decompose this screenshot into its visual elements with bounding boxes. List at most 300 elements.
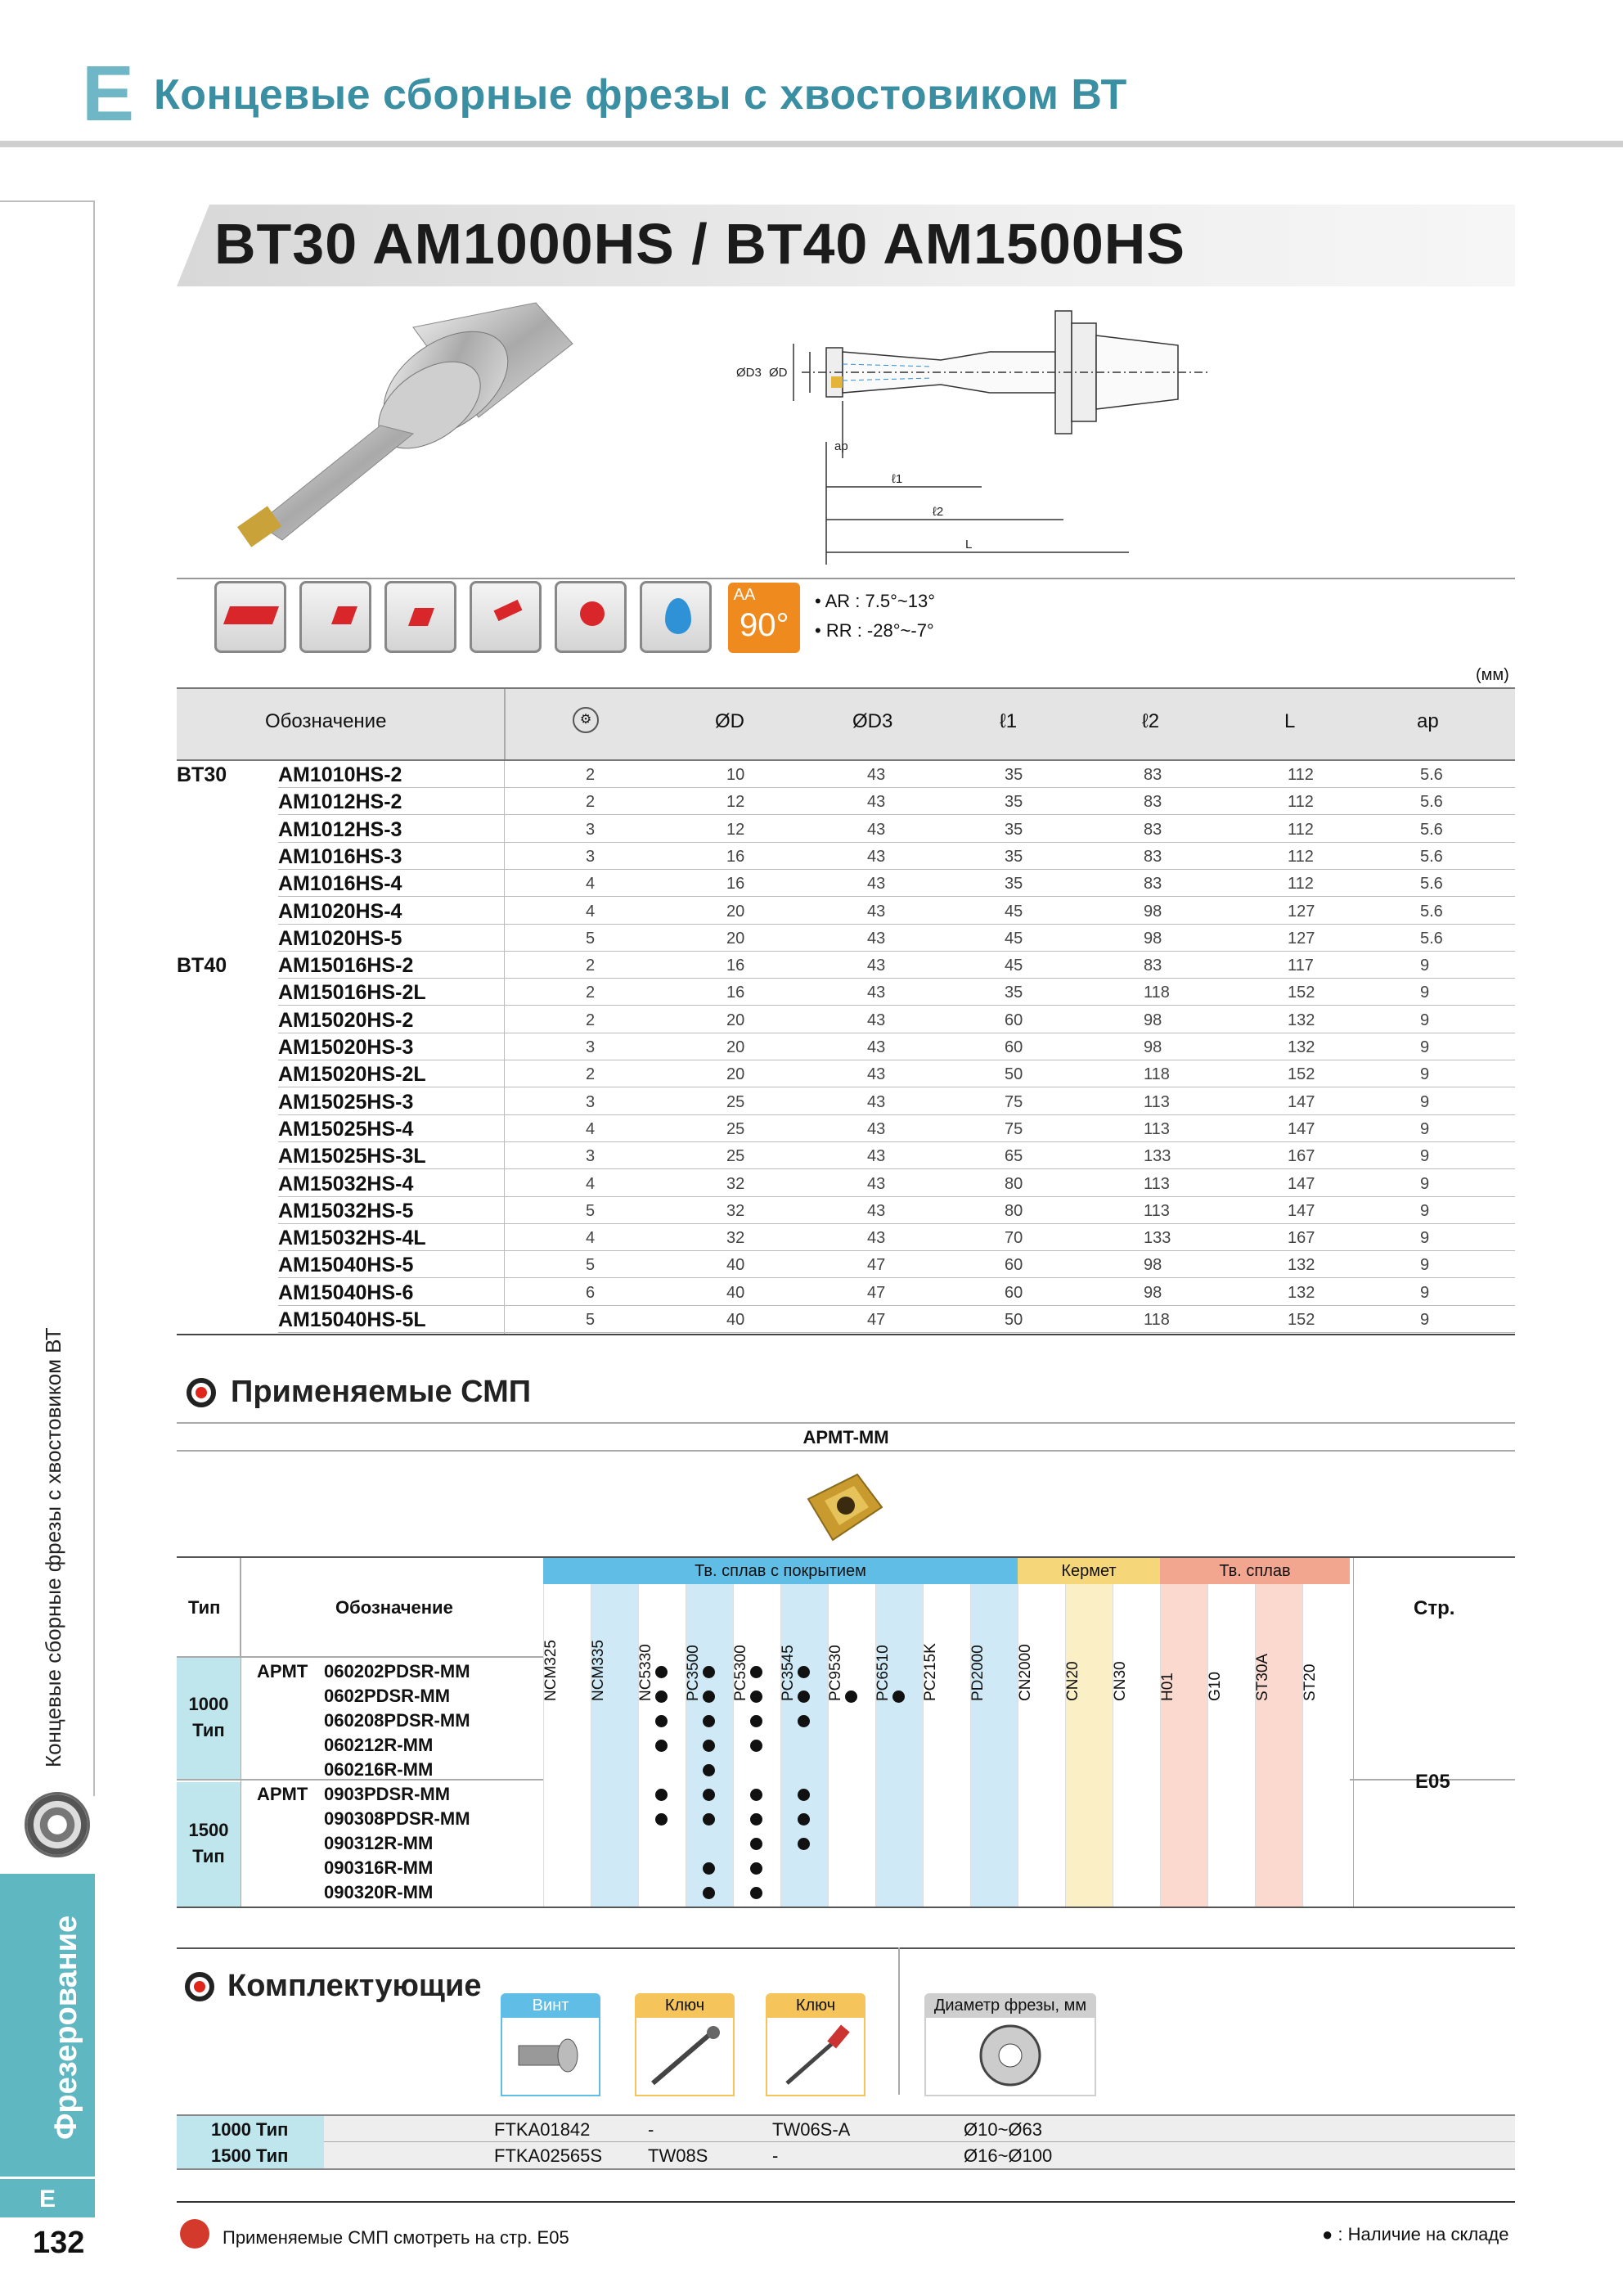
value-cell: 132 <box>1288 1011 1315 1029</box>
stock-dot <box>798 1666 810 1678</box>
value-cell: 98 <box>1144 1038 1162 1056</box>
value-cell: 83 <box>1144 875 1162 894</box>
value-cell: 3 <box>586 1038 596 1056</box>
grade-label: PC9530 <box>827 1645 844 1701</box>
stock-dot <box>845 1690 857 1703</box>
helical-milling-icon <box>555 581 627 653</box>
value-cell: 16 <box>726 847 745 866</box>
product-title: BT30 AM1000HS / BT40 AM1500HS <box>214 212 1186 276</box>
grade-column <box>1018 1584 1065 1907</box>
stock-dot <box>703 1887 715 1899</box>
sidebar-vertical-text: Концевые сборные фрезы с хвостовиком ВТ <box>41 1327 65 1767</box>
ramping-icon <box>470 581 542 653</box>
designation-cell: AM15020HS-2L <box>278 1063 426 1087</box>
value-cell: 132 <box>1288 1256 1315 1275</box>
dim-d3-label: ØD3 <box>736 366 762 380</box>
value-cell: 4 <box>586 1119 596 1138</box>
value-cell: 6 <box>586 1283 596 1302</box>
value-cell: 16 <box>726 875 745 894</box>
grade-column <box>828 1584 875 1907</box>
value-cell: 9 <box>1420 1147 1430 1166</box>
value-cell: 43 <box>867 1229 886 1248</box>
angle-label: AA <box>733 586 756 604</box>
value-cell: 127 <box>1288 902 1315 921</box>
shoulder-milling-icon <box>299 581 371 653</box>
value-cell: 5 <box>586 1256 596 1275</box>
value-cell: 47 <box>867 1283 886 1302</box>
designation-cell: AM1010HS-2 <box>278 763 402 786</box>
screw-part: FTKA02565S <box>494 2145 603 2166</box>
designation-cell: AM1020HS-4 <box>278 899 402 923</box>
divider <box>177 1947 1515 1949</box>
table-row <box>278 1115 1515 1142</box>
stock-dot <box>655 1715 668 1727</box>
value-cell: 5.6 <box>1420 929 1443 948</box>
stock-dot <box>655 1666 668 1678</box>
stock-dot <box>703 1789 715 1801</box>
type-block-1500 <box>177 1781 241 1907</box>
value-cell: 3 <box>586 1092 596 1111</box>
value-cell: 9 <box>1420 1119 1430 1138</box>
designation-cell: AM15040HS-6 <box>278 1281 414 1304</box>
designation-cell: AM15016HS-2 <box>278 954 414 978</box>
value-cell: 70 <box>1005 1229 1023 1248</box>
grade-label: NC5330 <box>637 1644 654 1701</box>
value-cell: 2 <box>586 793 596 812</box>
table-row <box>278 816 1515 843</box>
designation-cell: AM15032HS-4L <box>278 1227 426 1250</box>
section-letter: E <box>82 50 135 137</box>
dim-l1-label: ℓ1 <box>892 472 903 486</box>
page-number: 132 <box>33 2226 85 2260</box>
value-cell: 112 <box>1288 820 1314 839</box>
stock-dot <box>703 1666 715 1678</box>
value-cell: 9 <box>1420 957 1430 975</box>
grade-label: ST20 <box>1302 1663 1319 1701</box>
value-cell: 75 <box>1005 1119 1023 1138</box>
accessories-title: Комплектующие <box>227 1969 482 2003</box>
torx-key-icon <box>766 2018 865 2096</box>
value-cell: 98 <box>1144 1256 1162 1275</box>
key-icon <box>635 2018 735 2096</box>
type-number-label: 1000 <box>188 1694 229 1714</box>
value-cell: 32 <box>726 1174 745 1193</box>
column-separator <box>504 761 505 1334</box>
value-cell: 12 <box>726 793 745 812</box>
stock-dot <box>750 1666 762 1678</box>
insert-designation: 060208PDSR-MM <box>324 1710 470 1731</box>
value-cell: 43 <box>867 957 886 975</box>
value-cell: 43 <box>867 820 886 839</box>
sidebar-tab-label: Фрезерование <box>49 1915 83 2140</box>
grade-label: PC6510 <box>874 1645 892 1701</box>
stock-dot <box>750 1715 762 1727</box>
grade-column <box>1255 1584 1302 1907</box>
col-d: ØD <box>715 710 744 732</box>
value-cell: 35 <box>1005 984 1023 1002</box>
value-cell: 20 <box>726 1065 745 1084</box>
insert-designation: 060202PDSR-MM <box>324 1661 470 1681</box>
table-row <box>278 952 1515 979</box>
grade-column <box>1065 1584 1113 1907</box>
type-word-label: Тип <box>192 1846 225 1866</box>
value-cell: 147 <box>1288 1174 1315 1193</box>
value-cell: 47 <box>867 1311 886 1329</box>
value-cell: 133 <box>1144 1229 1171 1248</box>
grade-label: CN30 <box>1112 1661 1129 1701</box>
stock-dot <box>703 1862 715 1875</box>
table-row <box>278 870 1515 897</box>
stock-dot <box>750 1887 762 1899</box>
stock-dot <box>655 1813 668 1826</box>
value-cell: 10 <box>726 766 745 784</box>
accessory-header-screw: Винт <box>501 1993 600 2018</box>
value-cell: 20 <box>726 1038 745 1056</box>
screw-part: FTKA01842 <box>494 2119 591 2140</box>
key-part: - <box>772 2145 779 2166</box>
value-cell: 147 <box>1288 1119 1315 1138</box>
col-designation: Обозначение <box>265 710 387 732</box>
value-cell: 60 <box>1005 1011 1023 1029</box>
col-l1: ℓ1 <box>1000 710 1018 732</box>
divider <box>898 1947 900 2095</box>
type-number-label: 1500 <box>188 1820 229 1840</box>
value-cell: 9 <box>1420 984 1430 1002</box>
value-cell: 20 <box>726 902 745 921</box>
table-row <box>278 1170 1515 1197</box>
accessory-type: 1500 Тип <box>211 2145 289 2166</box>
designation-cell: AM15020HS-2 <box>278 1008 414 1032</box>
header-separator <box>504 689 506 759</box>
grade-group-header: Тв. сплав с покрытием <box>543 1558 1018 1584</box>
grade-label: CN20 <box>1064 1661 1081 1701</box>
divider <box>177 1450 1515 1452</box>
value-cell: 25 <box>726 1119 745 1138</box>
value-cell: 133 <box>1144 1147 1171 1166</box>
stock-dot <box>703 1813 715 1826</box>
grade-group-header: Кермет <box>1018 1558 1160 1584</box>
diameter-range: Ø10~Ø63 <box>964 2119 1043 2140</box>
value-cell: 5.6 <box>1420 847 1443 866</box>
value-cell: 43 <box>867 875 886 894</box>
value-cell: 3 <box>586 820 596 839</box>
designation-cell: AM15020HS-3 <box>278 1036 414 1059</box>
stock-dot <box>750 1789 762 1801</box>
table-row <box>278 1224 1515 1251</box>
header-rule <box>0 141 1623 147</box>
grade-label: G10 <box>1207 1672 1224 1701</box>
value-cell: 9 <box>1420 1065 1430 1084</box>
value-cell: 80 <box>1005 1174 1023 1193</box>
value-cell: 40 <box>726 1256 745 1275</box>
value-cell: 9 <box>1420 1011 1430 1029</box>
value-cell: 112 <box>1288 875 1314 894</box>
approach-angle-badge <box>728 583 800 653</box>
diameter-range: Ø16~Ø100 <box>964 2145 1053 2166</box>
type-word-label: Тип <box>192 1720 225 1740</box>
key-part: TW06S-A <box>772 2119 851 2140</box>
divider <box>177 578 1515 579</box>
value-cell: 40 <box>726 1283 745 1302</box>
value-cell: 3 <box>586 847 596 866</box>
grade-column <box>970 1584 1018 1907</box>
insert-type-label: APMT-MM <box>803 1427 889 1447</box>
type-block-1000 <box>177 1658 241 1781</box>
section-bullet-icon <box>187 1378 216 1407</box>
value-cell: 4 <box>586 902 596 921</box>
value-cell: 113 <box>1144 1201 1170 1220</box>
value-cell: 9 <box>1420 1256 1430 1275</box>
value-cell: 83 <box>1144 820 1162 839</box>
sidebar-section-letter: E <box>0 2177 95 2217</box>
value-cell: 2 <box>586 984 596 1002</box>
value-cell: 118 <box>1144 1065 1170 1084</box>
value-cell: 118 <box>1144 984 1170 1002</box>
value-cell: 118 <box>1144 1311 1170 1329</box>
table-row <box>278 1033 1515 1060</box>
value-cell: 35 <box>1005 820 1023 839</box>
stock-dot <box>703 1715 715 1727</box>
value-cell: 43 <box>867 902 886 921</box>
stock-dot <box>655 1740 668 1752</box>
stock-dot <box>750 1690 762 1703</box>
page-reference: E05 <box>1415 1771 1450 1793</box>
grade-label: NCM325 <box>542 1640 560 1701</box>
value-cell: 25 <box>726 1092 745 1111</box>
page-title: Концевые сборные фрезы с хвостовиком ВТ <box>154 71 1127 119</box>
insert-designation: 090308PDSR-MM <box>324 1808 470 1829</box>
value-cell: 98 <box>1144 929 1162 948</box>
value-cell: 20 <box>726 1011 745 1029</box>
value-cell: 113 <box>1144 1119 1170 1138</box>
value-cell: 98 <box>1144 902 1162 921</box>
value-cell: 112 <box>1288 766 1314 784</box>
table-row <box>278 925 1515 952</box>
value-cell: 113 <box>1144 1174 1170 1193</box>
value-cell: 152 <box>1288 1311 1315 1329</box>
grade-column <box>923 1584 970 1907</box>
value-cell: 5.6 <box>1420 793 1443 812</box>
grade-label: ST30A <box>1254 1653 1271 1701</box>
value-cell: 43 <box>867 1174 886 1193</box>
value-cell: 60 <box>1005 1283 1023 1302</box>
footer-rule <box>177 2201 1515 2203</box>
designation-cell: AM1016HS-4 <box>278 872 402 896</box>
tool-photo <box>209 295 609 565</box>
accessory-header-key1: Ключ <box>635 1993 735 2018</box>
value-cell: 43 <box>867 1201 886 1220</box>
axial-rake-spec: • AR : 7.5°~13° <box>815 591 935 611</box>
value-cell: 20 <box>726 929 745 948</box>
stock-dot <box>750 1813 762 1826</box>
value-cell: 43 <box>867 847 886 866</box>
value-cell: 147 <box>1288 1201 1315 1220</box>
designation-cell: AM15032HS-4 <box>278 1172 414 1195</box>
value-cell: 4 <box>586 875 596 894</box>
value-cell: 40 <box>726 1311 745 1329</box>
grade-label: PD2000 <box>969 1645 987 1701</box>
designation-cell: AM1012HS-3 <box>278 817 402 841</box>
insert-designation: 090312R-MM <box>324 1833 434 1853</box>
value-cell: 32 <box>726 1201 745 1220</box>
accessory-type: 1000 Тип <box>211 2119 289 2140</box>
inserts-title: Применяемые СМП <box>231 1375 532 1409</box>
value-cell: 98 <box>1144 1011 1162 1029</box>
value-cell: 9 <box>1420 1174 1430 1193</box>
value-cell: 45 <box>1005 902 1023 921</box>
stock-dot <box>750 1862 762 1875</box>
value-cell: 4 <box>586 1229 596 1248</box>
spindle-group: BT30 <box>177 763 227 786</box>
insert-designation: 0602PDSR-MM <box>324 1686 451 1706</box>
designation-cell: AM1012HS-2 <box>278 790 402 814</box>
stock-dot <box>655 1789 668 1801</box>
grade-label: PC3545 <box>780 1645 797 1701</box>
units-label: (мм) <box>1476 666 1509 684</box>
column-separator <box>1353 1558 1354 1907</box>
value-cell: 65 <box>1005 1147 1023 1166</box>
value-cell: 3 <box>586 1147 596 1166</box>
value-cell: 25 <box>726 1147 745 1166</box>
designation-cell: AM15025HS-3L <box>278 1145 426 1168</box>
value-cell: 152 <box>1288 1065 1315 1084</box>
table-row <box>278 788 1515 815</box>
value-cell: 5.6 <box>1420 875 1443 894</box>
value-cell: 83 <box>1144 957 1162 975</box>
value-cell: 5.6 <box>1420 820 1443 839</box>
value-cell: 9 <box>1420 1229 1430 1248</box>
value-cell: 43 <box>867 1119 886 1138</box>
screw-icon <box>501 2018 600 2096</box>
value-cell: 5.6 <box>1420 902 1443 921</box>
stock-dot <box>798 1838 810 1850</box>
table-bottom-rule <box>177 1907 1515 1908</box>
designation-cell: AM15040HS-5 <box>278 1254 414 1277</box>
table-row <box>278 1088 1515 1115</box>
value-cell: 112 <box>1288 793 1314 812</box>
value-cell: 43 <box>867 766 886 784</box>
accessory-header-key2: Ключ <box>766 1993 865 2018</box>
stock-dot <box>892 1690 905 1703</box>
insert-designation: 060212R-MM <box>324 1735 434 1755</box>
table-row <box>278 1142 1515 1169</box>
grade-column <box>1113 1584 1160 1907</box>
grade-column <box>591 1584 638 1907</box>
value-cell: 43 <box>867 1038 886 1056</box>
value-cell: 127 <box>1288 929 1315 948</box>
col-ap: ap <box>1417 710 1439 732</box>
key-part: TW08S <box>648 2145 708 2166</box>
value-cell: 98 <box>1144 1283 1162 1302</box>
stock-dot <box>703 1764 715 1776</box>
spindle-group: BT40 <box>177 954 227 978</box>
stock-legend: ● : Наличие на складе <box>1322 2224 1509 2244</box>
value-cell: 43 <box>867 793 886 812</box>
grade-label: NCM335 <box>590 1640 607 1701</box>
accessory-header-diameter: Диаметр фрезы, мм <box>924 1993 1096 2018</box>
cutter-icon <box>25 1792 90 1857</box>
grade-column <box>543 1584 591 1907</box>
insert-designation: 090316R-MM <box>324 1857 434 1878</box>
value-cell: 132 <box>1288 1283 1315 1302</box>
value-cell: 5.6 <box>1420 766 1443 784</box>
stock-dot <box>655 1690 668 1703</box>
value-cell: 5 <box>586 1311 596 1329</box>
accessory-row-bg <box>177 2142 1515 2168</box>
value-cell: 9 <box>1420 1283 1430 1302</box>
divider <box>177 2168 1515 2170</box>
divider <box>177 1422 1515 1424</box>
stock-dot <box>798 1690 810 1703</box>
dim-ap-label: ap <box>834 439 848 453</box>
table-row <box>278 1251 1515 1278</box>
grade-label: PC3500 <box>685 1645 702 1701</box>
teeth-count-icon: ⚙ <box>573 707 599 733</box>
value-cell: 43 <box>867 984 886 1002</box>
value-cell: 32 <box>726 1229 745 1248</box>
designation-cell: AM15025HS-3 <box>278 1090 414 1114</box>
grade-group-header: Тв. сплав <box>1160 1558 1350 1584</box>
angle-value: 90° <box>740 607 789 643</box>
col-d3: ØD3 <box>852 710 893 732</box>
insert-designation: 060216R-MM <box>324 1759 434 1780</box>
value-cell: 50 <box>1005 1065 1023 1084</box>
stock-dot <box>798 1715 810 1727</box>
value-cell: 9 <box>1420 1092 1430 1111</box>
value-cell: 2 <box>586 766 596 784</box>
value-cell: 83 <box>1144 766 1162 784</box>
value-cell: 43 <box>867 1011 886 1029</box>
col-l2: ℓ2 <box>1142 710 1160 732</box>
slotting-icon <box>384 581 456 653</box>
grade-column <box>1302 1584 1350 1907</box>
stock-dot <box>750 1740 762 1752</box>
face-milling-icon <box>214 581 286 653</box>
value-cell: 45 <box>1005 957 1023 975</box>
table-row <box>278 1060 1515 1087</box>
value-cell: 47 <box>867 1256 886 1275</box>
col-designation-label: Обозначение <box>335 1597 453 1618</box>
table-row <box>278 1306 1515 1333</box>
value-cell: 152 <box>1288 984 1315 1002</box>
key-part: - <box>648 2119 654 2140</box>
value-cell: 60 <box>1005 1038 1023 1056</box>
divider <box>177 1656 543 1658</box>
grade-column <box>1160 1584 1207 1907</box>
value-cell: 35 <box>1005 875 1023 894</box>
designation-cell: AM1020HS-5 <box>278 926 402 950</box>
value-cell: 12 <box>726 820 745 839</box>
dim-d-label: ØD <box>769 366 788 380</box>
insert-designation: 0903PDSR-MM <box>324 1784 451 1804</box>
grade-label: PC5300 <box>732 1645 749 1701</box>
cutter-diameter-icon <box>924 2018 1096 2096</box>
value-cell: 167 <box>1288 1147 1315 1166</box>
insert-designation: 090320R-MM <box>324 1882 434 1902</box>
value-cell: 35 <box>1005 766 1023 784</box>
value-cell: 75 <box>1005 1092 1023 1111</box>
value-cell: 2 <box>586 1011 596 1029</box>
value-cell: 43 <box>867 1092 886 1111</box>
grade-label: PC215K <box>922 1643 939 1701</box>
value-cell: 16 <box>726 984 745 1002</box>
value-cell: 9 <box>1420 1311 1430 1329</box>
value-cell: 9 <box>1420 1201 1430 1220</box>
radial-rake-spec: • RR : -28°~-7° <box>815 620 934 641</box>
col-L: L <box>1284 710 1296 732</box>
col-page-label: Стр. <box>1414 1597 1455 1619</box>
table-row <box>278 898 1515 925</box>
